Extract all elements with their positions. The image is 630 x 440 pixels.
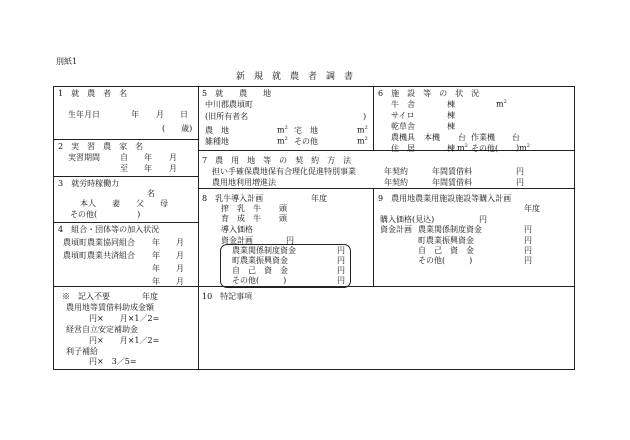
org-mutual-aid: 農頃町農業共済組合 (63, 251, 135, 260)
cattle-fund-own: 自 己 資 金 (232, 266, 288, 275)
purchase-plan-year: 年度 (524, 204, 540, 213)
period-to-year: 年 (144, 164, 152, 173)
row-divider-2 (53, 176, 198, 177)
org2-year: 年 (152, 251, 160, 260)
purchase-fund-own-yen: 円 (524, 246, 532, 255)
period-to: 至 (120, 164, 128, 173)
residential-label: 宅 地 (294, 126, 318, 135)
org3-year: 年 (152, 264, 160, 273)
column-divider-left (198, 86, 199, 370)
org2-month: 月 (176, 251, 184, 260)
purchase-fund-system: 農業関係制度資金 (418, 225, 482, 234)
cattle-fund-system: 農業関係制度資金 (232, 246, 296, 255)
interest-subsidy-calc: 円× 3／5= (89, 357, 137, 366)
purchase-price-yen: 円 (479, 215, 487, 224)
contract-row2-yen: 円 (516, 178, 524, 187)
org4-month: 月 (176, 277, 184, 286)
cattle-fund-own-yen: 円 (337, 266, 345, 275)
section-2-heading: 2 実 習 農 家 名 (58, 142, 144, 151)
cattle-fund-system-yen: 円 (337, 246, 345, 255)
main-machine-unit: 台 (458, 133, 466, 142)
machinery-label: 農機具 (391, 133, 415, 142)
contract-row2-rent: 年間賃借料 (432, 178, 472, 187)
work-machine-unit: 台 (512, 133, 520, 142)
housing-unit: 棟 (447, 144, 455, 153)
former-owner-close: ) (363, 112, 367, 121)
row-divider-6 (198, 188, 575, 189)
residential-area-unit: $m^2$ (357, 125, 368, 135)
document-title: 新 規 就 農 者 調 書 (236, 72, 354, 82)
purchase-price-label: 購入価格(見込) (380, 215, 435, 224)
facility-other-label: その他( (471, 144, 499, 153)
labor-unit: 名 (147, 189, 155, 198)
heifer-unit: 頭 (279, 214, 287, 223)
contract-row2-term: 年契約 (384, 178, 408, 187)
cattle-price-label: 導入価格 (221, 225, 253, 234)
contract-row1-term: 年契約 (384, 167, 408, 176)
labor-other: その他( ) (70, 210, 141, 219)
hay-shed-unit: 棟 (447, 122, 455, 131)
section-4-heading: 4 組合・団体等の加入状況 (58, 225, 160, 234)
row-divider-3 (53, 222, 198, 223)
row-divider-1 (53, 139, 198, 140)
labor-members: 本人 妻 父 母 (80, 199, 168, 208)
purchase-fund-town: 町農業振興資金 (418, 236, 474, 245)
subsidy-independence-label: 経営自立安定補助金 (66, 325, 138, 334)
cattle-fund-town: 町農業振興資金 (232, 256, 288, 265)
period-from-month: 月 (169, 153, 177, 162)
facility-other-close: )$m^2$ (516, 143, 530, 153)
section-9-heading: 9 農用地農業用施設施設等購入計画 (378, 194, 512, 203)
org3-month: 月 (176, 264, 184, 273)
heifer-label: 育 成 牛 (221, 214, 261, 223)
age-field: ( 歳) (162, 124, 193, 133)
misc-land-area-unit: $m^2$ (277, 136, 288, 146)
hay-shed-label: 乾草舎 (391, 122, 415, 131)
purchase-fund-other-yen: 円 (524, 256, 532, 265)
column-divider-top-right (373, 86, 374, 150)
cattle-barn-area-unit: $m^2$ (496, 99, 507, 109)
section-5-heading: 5 就 農 地 (202, 89, 272, 98)
section-3-heading: 3 就労時稼働力 (58, 179, 120, 188)
cattle-fund-plan-label: 資金計画 (221, 236, 253, 245)
org1-month: 月 (176, 238, 184, 247)
silo-label: サイロ (391, 111, 415, 120)
column-divider-mid-right (373, 188, 374, 286)
section-10-heading: 10 特記事項 (202, 292, 253, 301)
contract-row1-label: 担い手確保農地保有合理化促進特別事業 (212, 167, 356, 176)
org1-year: 年 (152, 238, 160, 247)
section-6-heading: 6 施 設 等 の 状 況 (378, 89, 480, 98)
period-to-month: 月 (169, 164, 177, 173)
cattle-plan-year: 年度 (311, 194, 327, 203)
appendix-label: 別紙1 (56, 57, 78, 66)
section-1-heading: 1 就 農 者 名 (58, 89, 128, 98)
purchase-fund-plan-label: 資金計画 (380, 225, 412, 234)
cattle-fund-other: その他( ) (232, 276, 287, 285)
cattle-fund-town-yen: 円 (337, 256, 345, 265)
silo-unit: 棟 (447, 111, 455, 120)
former-owner-label: (旧所有者名 (205, 112, 249, 121)
main-machine-label: 本機 (424, 133, 440, 142)
birth-month-unit: 月 (156, 110, 164, 119)
interest-subsidy-label: 利子補給 (66, 347, 98, 356)
milking-cow-label: 搾 乳 牛 (221, 204, 261, 213)
cattle-barn-unit: 棟 (447, 100, 455, 109)
housing-label: 住 居 (391, 144, 415, 153)
other-land-area-unit: $m^2$ (357, 136, 368, 146)
subsidy-rent-calc: 円× 月×1／2= (89, 314, 160, 323)
subsidy-rent-label: 農用地等賃借料助成金額 (66, 303, 154, 312)
purchase-fund-town-yen: 円 (524, 236, 532, 245)
contract-row2-label: 農用地利用増進法 (212, 178, 276, 187)
org4-year: 年 (152, 277, 160, 286)
notes-heading: ※ 記入不要 (62, 292, 110, 301)
contract-row1-yen: 円 (516, 167, 524, 176)
misc-land-label: 雑種地 (205, 137, 229, 146)
work-machine-label: 作業機 (471, 133, 495, 142)
purchase-fund-other: その他( ) (418, 256, 473, 265)
birth-year-unit: 年 (131, 110, 139, 119)
notes-year: 年度 (142, 292, 158, 301)
period-from: 自 (120, 153, 128, 162)
farmland-area-unit: $m^2$ (277, 125, 288, 135)
purchase-fund-system-yen: 円 (524, 225, 532, 234)
training-period-label: 実習期間 (68, 153, 100, 162)
housing-area-unit: $m^2$ (457, 143, 468, 153)
period-from-year: 年 (144, 153, 152, 162)
section-8-heading: 8 乳牛導入計画 (202, 194, 264, 203)
cattle-barn-label: 牛 舎 (391, 100, 415, 109)
cattle-fund-other-yen: 円 (337, 276, 345, 285)
cattle-fund-plan-yen: 円 (286, 236, 294, 245)
purchase-fund-own: 自 己 資 金 (418, 246, 474, 255)
farmland-town: 中川郡農頃町 (205, 100, 253, 109)
contract-row1-rent: 年間賃借料 (432, 167, 472, 176)
milking-cow-unit: 頭 (279, 204, 287, 213)
org-agri-coop: 農頃町農業協同組合 (63, 238, 135, 247)
other-land-label: その他 (294, 137, 318, 146)
birth-date-label: 生年月日 (68, 110, 100, 119)
birth-day-unit: 日 (180, 110, 188, 119)
section-7-heading: 7 農 用 地 等 の 契 約 方 法 (202, 156, 352, 165)
farmland-label: 農 地 (205, 126, 229, 135)
subsidy-independence-calc: 円× 月×1／2= (89, 336, 160, 345)
